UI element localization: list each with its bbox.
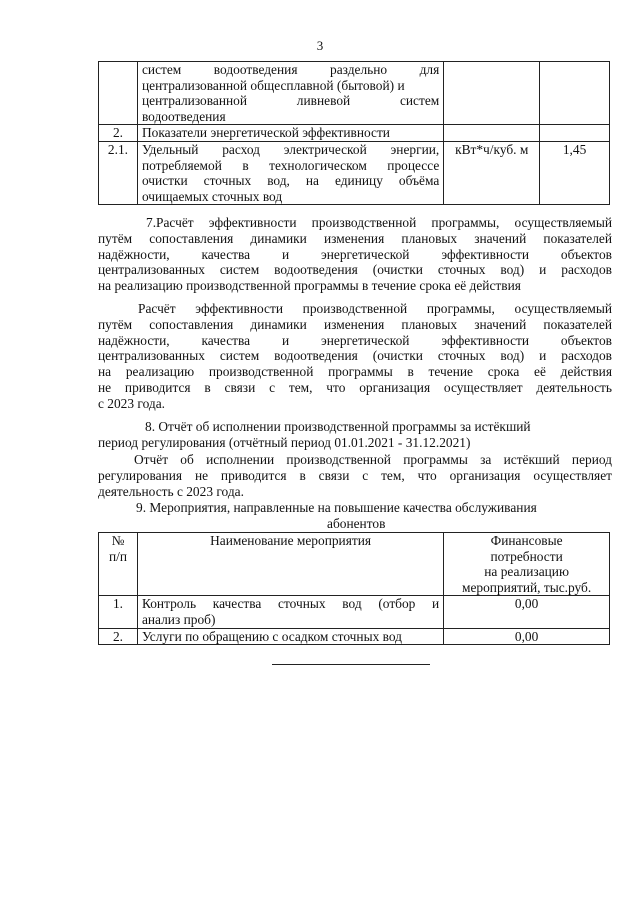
- finance-value: 0,00: [444, 628, 610, 645]
- section-8-heading-line-2: период регулирования (отчётный период 01.01.2021 - 31.12.2021): [98, 435, 471, 450]
- text-line: Услуги по обращению с осадком сточных вод: [141, 628, 402, 644]
- row-number: 2.: [99, 628, 138, 645]
- indicator-name: [137, 141, 443, 204]
- table-row: [99, 141, 610, 204]
- indicator-name: [137, 125, 443, 142]
- text-line: централизованных систем водоотведения (очистки сточных вод) и расходов: [98, 262, 612, 278]
- unit-cell: [444, 62, 540, 125]
- text-line: Контроль качества сточных вод (отбор и: [141, 596, 440, 612]
- text-line: п/п: [108, 548, 127, 564]
- section-8-body: [98, 452, 612, 499]
- header-name: Наименование мероприятия: [137, 533, 443, 596]
- row-number: 2.1.: [99, 141, 138, 204]
- text-line: с 2023 года.: [98, 395, 165, 411]
- table-row: [99, 62, 610, 125]
- text-line: на реализацию производственной программы в течение срока её действия: [98, 364, 612, 380]
- text-line: на реализацию производственной программы в течение срока её действия: [98, 278, 521, 294]
- unit-cell: кВт*ч/куб. м: [444, 141, 540, 204]
- text-line: надёжности, качества и энергетической эффективности объектов: [98, 246, 612, 262]
- section-7-heading: [98, 215, 612, 294]
- indicator-name: [137, 62, 443, 125]
- text-line: мероприятий, тыс.руб.: [462, 579, 592, 595]
- text-line: №: [111, 533, 125, 548]
- text-line: деятельность с 2023 года.: [98, 483, 244, 499]
- header-finance: [444, 533, 610, 596]
- text-line: надёжности, качества и энергетической эффективности объектов: [98, 332, 612, 348]
- closing-rule: [272, 664, 430, 665]
- section-9-heading-line-1: 9. Мероприятия, направленные на повышение качества обслуживания: [136, 500, 537, 515]
- row-number: 2.: [99, 125, 138, 142]
- measures-table: [98, 532, 610, 645]
- text-line: водоотведения: [141, 108, 226, 124]
- row-number: 1.: [99, 596, 138, 628]
- text-line: путём сопоставления динамики изменения плановых значений показателей: [98, 230, 612, 246]
- table-row: [99, 628, 610, 645]
- section-7-body: [98, 301, 612, 412]
- table-header-row: [99, 533, 610, 596]
- text-line: Расчёт эффективности производственной программы, осуществляемый: [138, 301, 612, 316]
- value-cell: 1,45: [540, 141, 610, 204]
- text-line: Показатели энергетической эффективности: [141, 125, 390, 141]
- text-line: Удельный расход электрической энергии,: [141, 141, 440, 157]
- text-line: анализ проб): [141, 611, 216, 627]
- text-line: путём сопоставления динамики изменения плановых значений показателей: [98, 316, 612, 332]
- text-line: Отчёт об исполнении производственной программы за истёкший период: [134, 452, 612, 467]
- page-number: 3: [316, 38, 324, 53]
- text-line: централизованной общесплавной (бытовой) и: [141, 77, 405, 93]
- value-cell: [540, 62, 610, 125]
- text-line: очистки сточных вод, на единицу объёма: [141, 173, 440, 189]
- text-line: на реализацию: [484, 564, 569, 580]
- text-line: потребности: [490, 548, 563, 564]
- text-line: очищаемых сточных вод: [141, 188, 283, 204]
- table-row: [99, 596, 610, 628]
- row-number: [99, 62, 138, 125]
- section-9-heading-line-2: абонентов: [327, 516, 386, 531]
- measure-name: [137, 628, 443, 645]
- value-cell: [540, 125, 610, 142]
- indicators-table: [98, 61, 610, 205]
- text-line: потребляемой в технологическом процессе: [141, 157, 440, 173]
- text-line: централизованных систем водоотведения (очистки сточных вод) и расходов: [98, 348, 612, 364]
- text-line: не приводится в связи с тем, что организация осуществляет деятельность: [98, 379, 612, 395]
- section-8-heading-line-1: 8. Отчёт об исполнении производственной программы за истёкший: [145, 419, 531, 434]
- header-number: [99, 533, 138, 596]
- table-row: [99, 125, 610, 142]
- text-line: 7.Расчёт эффективности производственной программы, осуществляемый: [146, 215, 612, 230]
- measure-name: [137, 596, 443, 628]
- text-line: систем водоотведения раздельно для: [141, 62, 440, 77]
- unit-cell: [444, 125, 540, 142]
- finance-value: 0,00: [444, 596, 610, 628]
- text-line: регулирования не приводится в связи с тем, что организация осуществляет: [98, 467, 612, 483]
- text-line: Финансовые: [490, 533, 563, 548]
- text-line: централизованной ливневой систем: [141, 93, 440, 109]
